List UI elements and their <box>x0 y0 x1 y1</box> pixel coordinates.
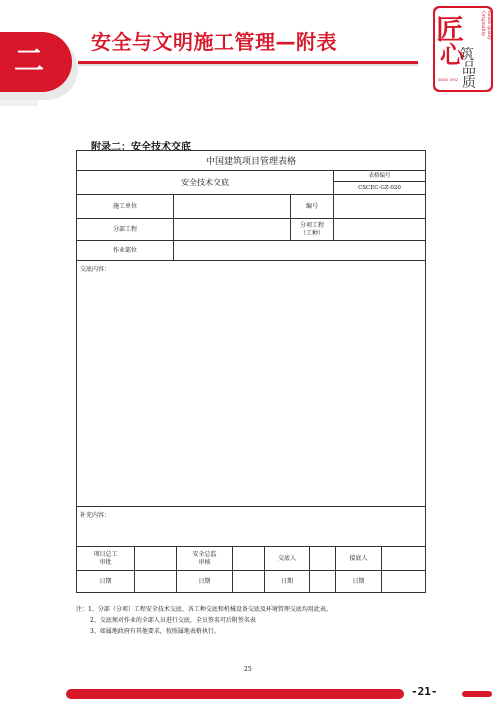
footer-page-number: -21- <box>411 685 438 698</box>
label-date-2: 日期 <box>177 571 233 592</box>
field-date-1[interactable] <box>135 571 177 592</box>
decorative-strip <box>0 100 38 106</box>
label-safety-review: 审核 <box>198 558 211 566</box>
form-supplement-area[interactable] <box>77 507 425 547</box>
field-work-location[interactable] <box>174 241 425 260</box>
safety-disclosure-form <box>76 150 426 593</box>
form-row-signatures <box>77 547 425 571</box>
label-date-3: 日期 <box>265 571 310 592</box>
label-receiver: 接底人 <box>336 547 382 570</box>
footer-accent <box>462 691 492 697</box>
logo-char-2: 心 <box>440 40 464 69</box>
page-title: 安全与文明施工管理—附表 <box>91 30 337 54</box>
label-manager-approve: 审批 <box>99 558 112 566</box>
form-row-work-location <box>77 241 425 261</box>
form-content-area[interactable] <box>77 261 425 507</box>
logo-char-5: 质 <box>462 75 476 91</box>
label-date-4: 日期 <box>336 571 382 592</box>
label-content: 交底内容： <box>80 266 111 273</box>
label-work-location: 作业部位 <box>77 241 174 260</box>
note-3: 3、如属地政府有其他要求，按照属地表格执行。 <box>90 628 220 635</box>
field-date-3[interactable] <box>310 571 336 592</box>
label-item-project-note: （工种） <box>299 229 324 237</box>
logo-since: SINCE 1952 <box>438 78 458 82</box>
form-main-title-row <box>77 151 425 171</box>
logo-char-4: 品 <box>462 61 476 77</box>
field-presenter-sign[interactable] <box>310 547 336 570</box>
logo-text-originality: Originality <box>480 11 485 36</box>
label-item-project-text: 分项工程 <box>299 221 324 229</box>
label-manager-text: 项目总工 <box>93 550 118 558</box>
label-construction-unit: 施工单位 <box>77 195 174 218</box>
field-sub-project[interactable] <box>174 219 291 240</box>
note-2: 2、交底须对作业的全部人员进行交底，全员签名可后附签名表 <box>90 617 256 624</box>
form-code-block <box>334 171 425 194</box>
form-subtitle-row <box>77 171 425 195</box>
header-divider-shadow <box>78 64 418 66</box>
label-manager <box>77 547 135 570</box>
label-date-1: 日期 <box>77 571 135 592</box>
label-supplement: 补充内容： <box>80 512 111 519</box>
inner-page-number: 25 <box>244 666 252 673</box>
form-code-label: 表格编号 <box>334 171 425 182</box>
form-notes <box>76 604 332 637</box>
field-safety-sign[interactable] <box>233 547 265 570</box>
label-presenter: 交底人 <box>265 547 310 570</box>
label-safety-director <box>177 547 233 570</box>
logo-text-quality: builds quality <box>487 11 492 40</box>
form-code-value: CSCEC-GZ-020 <box>358 185 401 191</box>
field-date-4[interactable] <box>382 571 425 592</box>
logo-char-1: 匠 <box>436 13 465 46</box>
note-1: 注：1、分部（分项）工程安全技术交底、各工种交底和机械设备交底及环境管理交底均用此表。 <box>76 606 332 613</box>
label-sub-project: 分部工程 <box>77 219 174 240</box>
label-number: 编号 <box>291 195 334 218</box>
form-subtitle: 安全技术交底 <box>77 171 334 194</box>
chapter-number: 二 <box>14 44 43 79</box>
field-receiver-sign[interactable] <box>382 547 425 570</box>
form-main-title: 中国建筑项目管理表格 <box>205 157 296 167</box>
field-date-2[interactable] <box>233 571 265 592</box>
logo-char-3: 筑 <box>460 47 474 63</box>
footer-bar <box>66 689 404 699</box>
form-row-sub-project <box>77 219 425 241</box>
field-item-project[interactable] <box>334 219 425 240</box>
brand-logo <box>432 5 494 93</box>
form-row-construction-unit <box>77 195 425 219</box>
label-safety-text: 安全总监 <box>192 550 217 558</box>
form-row-dates <box>77 571 425 593</box>
field-manager-sign[interactable] <box>135 547 177 570</box>
appendix-title: 附录二：安全技术交底 <box>91 142 191 153</box>
label-item-project <box>291 219 334 240</box>
field-construction-unit[interactable] <box>174 195 291 218</box>
field-number[interactable] <box>334 195 425 218</box>
